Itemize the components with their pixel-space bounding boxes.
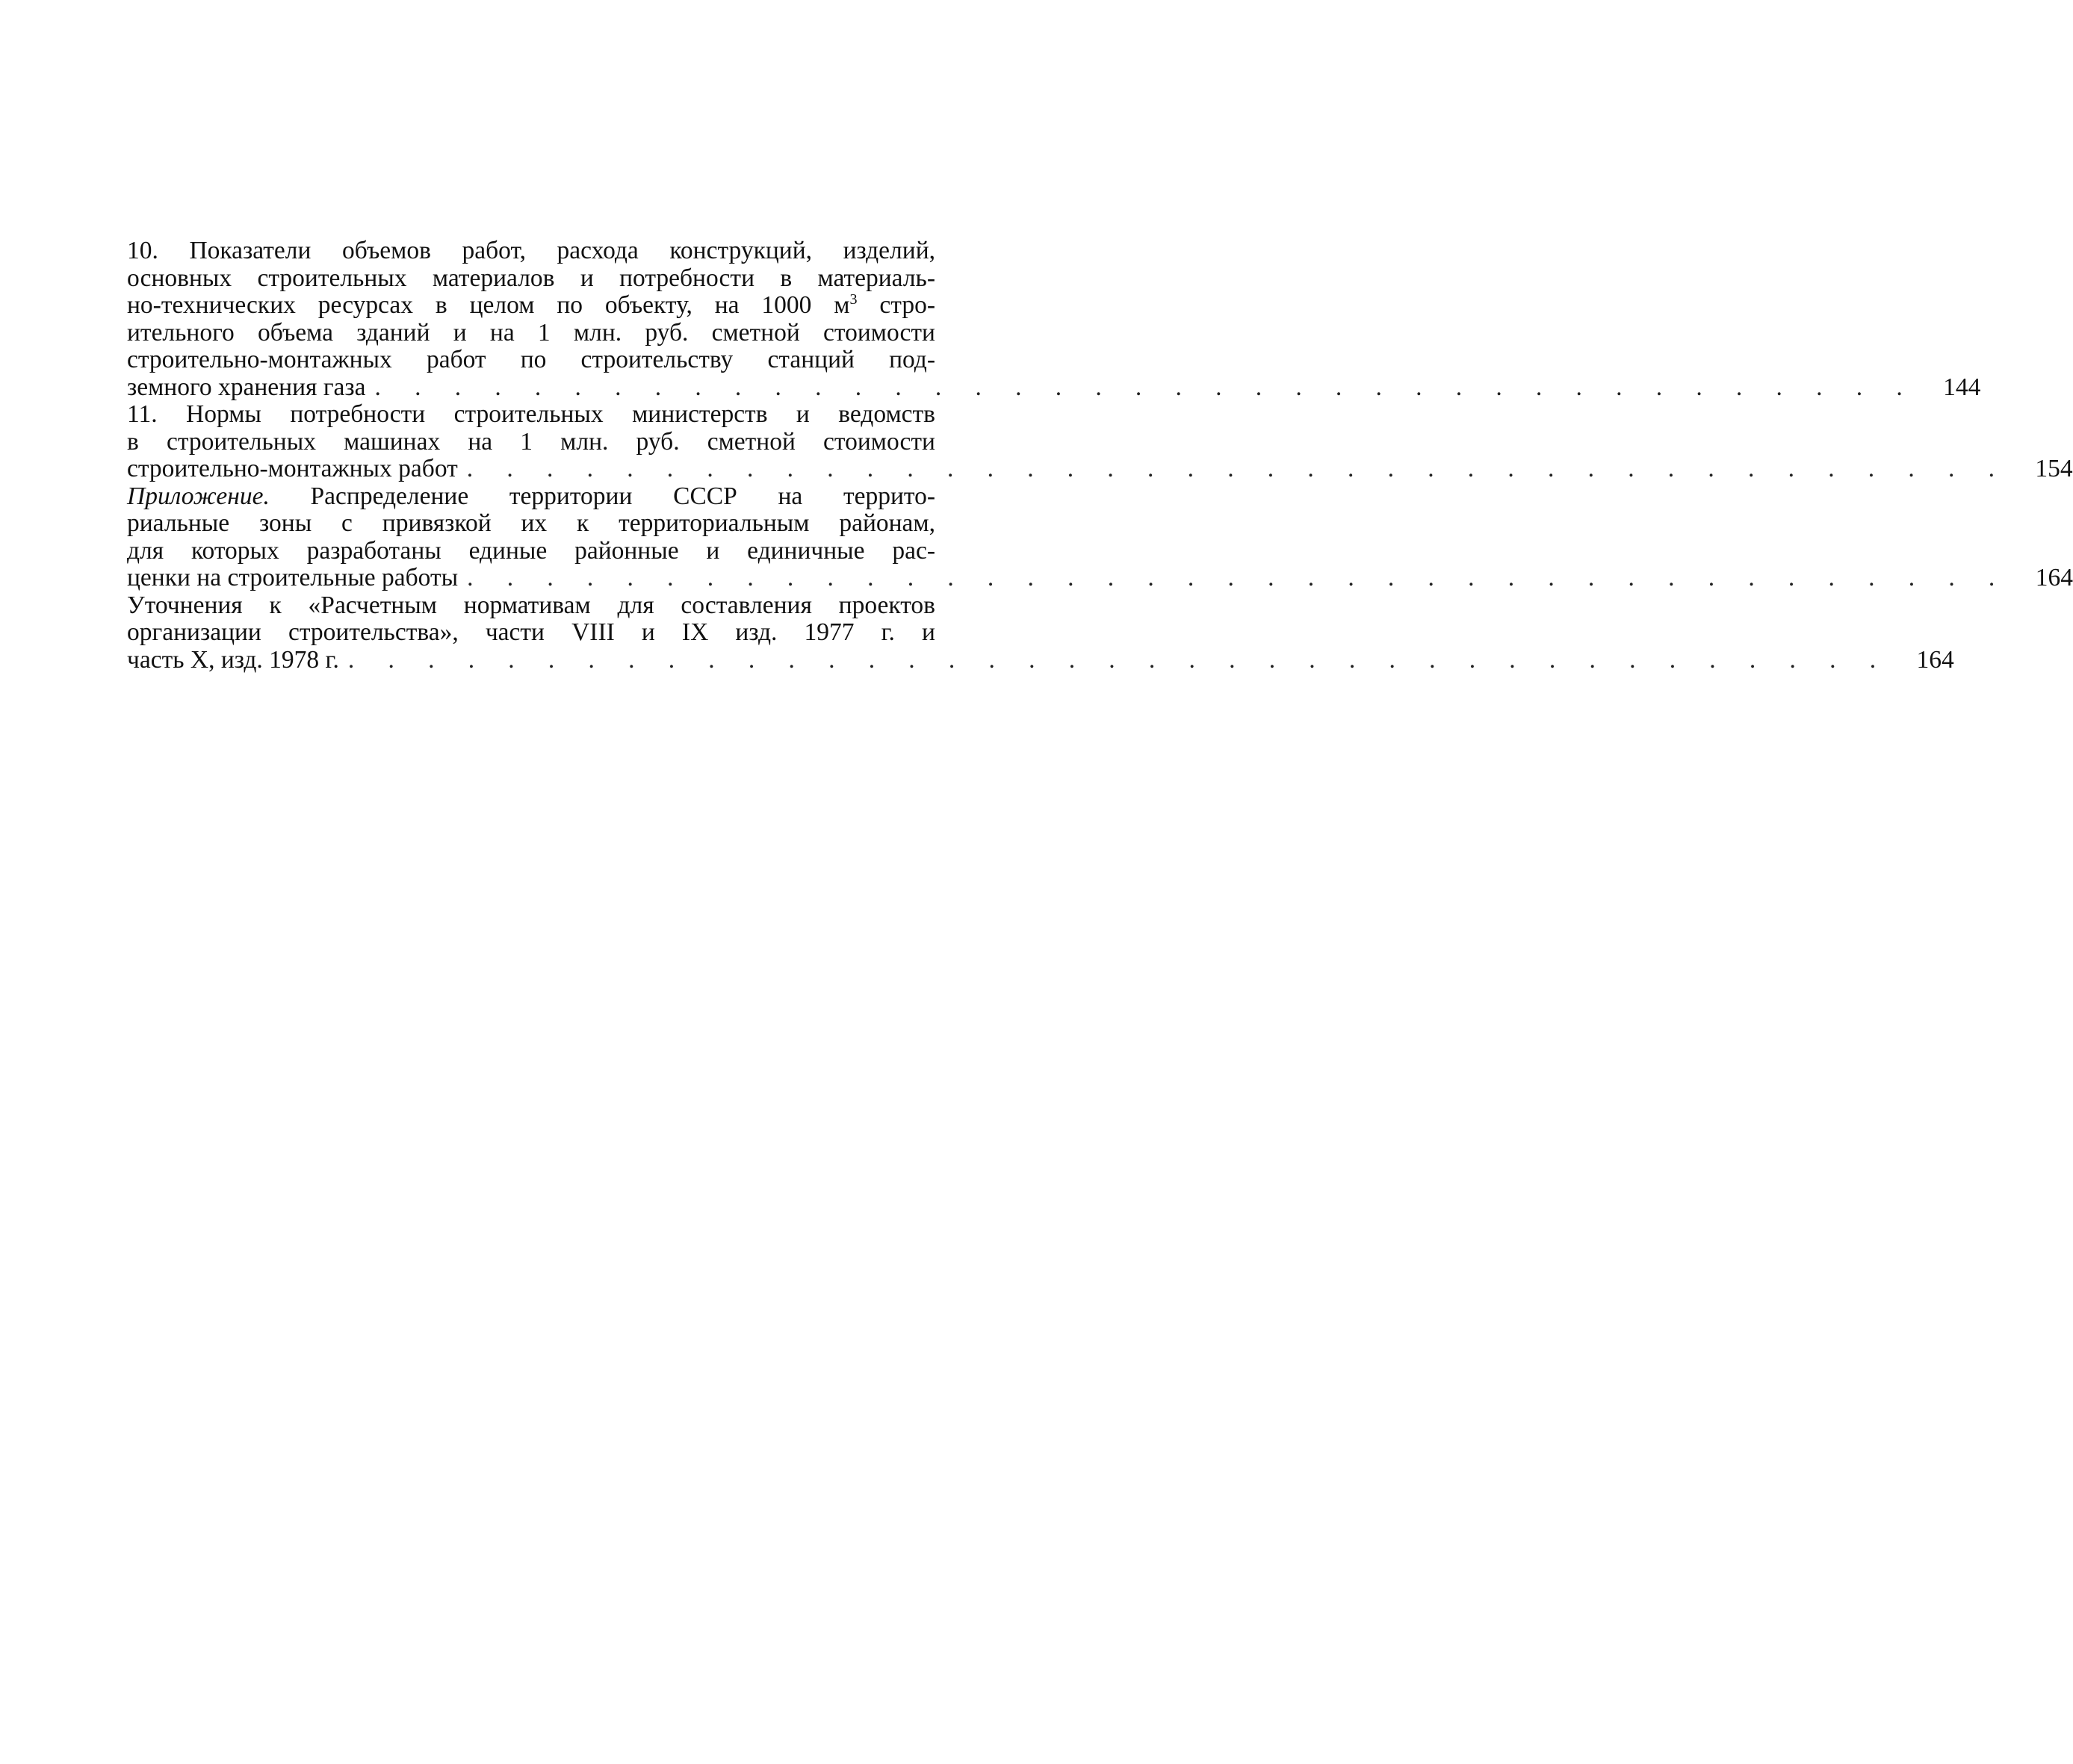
toc-entry-text-line: для которых разработаны единые районные и единичные рас- (127, 536, 935, 565)
table-of-contents (127, 237, 2073, 674)
toc-entry-text-line: Уточнения к «Расчетным нормативам для составления проектов (127, 591, 935, 619)
toc-entry-text-line: организации строительства», части VIII и IX изд. 1977 г. и (127, 618, 935, 646)
toc-entry-10[interactable] (127, 237, 1981, 401)
toc-entry-text-line (127, 292, 935, 320)
dot-leader: . . . . . . . . . . . . . . . . . . . . . . . . . . . . . . . . . . . . . . . (374, 373, 1917, 401)
toc-entry-11[interactable] (127, 400, 2073, 483)
toc-entry-text-line: риальные зоны с привязкой их к территориальным районам, (127, 509, 935, 537)
toc-entry-text-line: часть X, изд. 1978 г. (127, 645, 339, 674)
toc-entry-text-part: Распределение территории СССР на террито- (269, 482, 935, 510)
toc-entry-text-part: но-технических ресурсах в целом по объекту, на 1000 м (127, 291, 850, 319)
page-number: 164 (1916, 645, 1954, 674)
dot-leader: . . . . . . . . . . . . . . . . . . . . . . . . . . . . . . . . . . . . . . . (467, 564, 2009, 591)
superscript: 3 (849, 291, 858, 308)
toc-entry-text-line: в строительных машинах на 1 млн. руб. сметной стоимости (127, 427, 935, 456)
toc-entry-clarifications[interactable] (127, 591, 1954, 674)
toc-entry-text-line: строительно-монтажных работ по строительству станций под- (127, 346, 935, 373)
page-number: 164 (2035, 564, 2073, 591)
toc-entry-appendix[interactable] (127, 482, 2073, 592)
page-number: 154 (2035, 455, 2073, 482)
toc-entry-text-line: основных строительных материалов и потребности в материаль- (127, 264, 935, 292)
toc-entry-text-line: ценки на строительные работы (127, 564, 459, 591)
toc-entry-text-line (127, 483, 935, 511)
toc-entry-text-line: 10. Показатели объемов работ, расхода конструкций, изделий, (127, 237, 935, 264)
toc-entry-text-line: ительного объема зданий и на 1 млн. руб. сметной стоимости (127, 318, 935, 347)
toc-entry-text-line: земного хранения газа (127, 373, 366, 401)
toc-entry-text-part: стро- (857, 291, 935, 319)
appendix-label: Приложение. (127, 482, 270, 510)
toc-entry-text-line: строительно-монтажных работ (127, 455, 458, 482)
dot-leader: . . . . . . . . . . . . . . . . . . . . . . . . . . . . . . . . . . . . . . . (347, 645, 1890, 674)
toc-entry-text-line: 11. Нормы потребности строительных министерств и ведомств (127, 400, 935, 428)
dot-leader: . . . . . . . . . . . . . . . . . . . . . . . . . . . . . . . . . . . . . . . (466, 455, 2009, 482)
page-number: 144 (1943, 373, 1981, 401)
